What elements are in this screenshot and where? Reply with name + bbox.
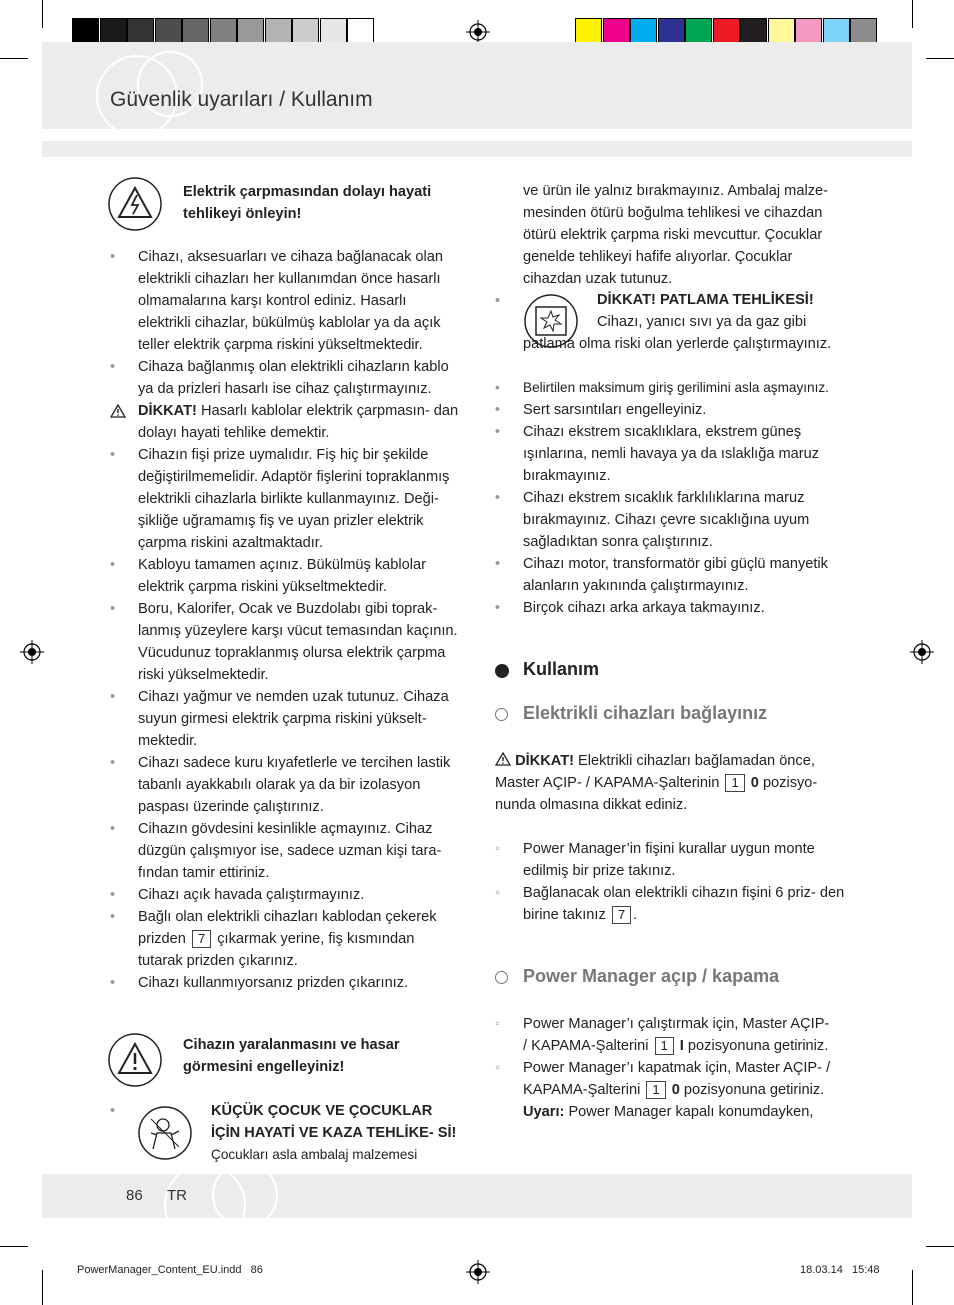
list-item: • Cihazı, aksesuarları ve cihaza bağlanacak olan elektrikli cihazları her kullanımdan önce hasarlı olmamalarına karşı kontrol ediniz. Hasarlı elektrikli cihazlar, bükülmüş kablolar ya da açık teller elektrik çarpma riskini yükseltmektedir.	[110, 246, 460, 356]
warning-title-electric: Elektrik çarpmasından dolayı hayati tehlikeyi önleyin!	[183, 184, 432, 222]
power-steps	[495, 1013, 835, 1123]
caution-triangle-icon	[495, 752, 511, 766]
registration-mark-icon	[20, 640, 44, 664]
note-text: Power Manager kapalı konumdayken,	[568, 1104, 814, 1120]
date-info: 18.03.14 15:48	[800, 1264, 880, 1276]
language-code: TR	[167, 1187, 187, 1204]
list-item: • Cihazı ekstrem sıcaklık farklılıklarına maruz bırakmayınız. Cihazı çevre sıcaklığına uyum sağladıktan sonra çalıştırınız.	[495, 487, 855, 553]
registration-mark-icon	[466, 20, 490, 44]
page-number: 86	[126, 1187, 143, 1204]
subsection-bullet-icon	[495, 971, 508, 984]
text-span: 0	[671, 1082, 680, 1098]
list-item: • Cihazı açık havada çalıştırmayınız.	[110, 884, 460, 906]
header-strip	[42, 141, 912, 157]
list-item: • Cihazı yağmur ve nemden uzak tutunuz. Cihaza suyun girmesi elektrik çarpma riskini yükselt- mektedir.	[110, 686, 460, 752]
caution-paragraph	[110, 400, 460, 444]
left-column-list	[110, 246, 460, 994]
text-span: Elektrikli cihazları bağlamadan önce, Master AÇIP- / KAPAMA-Şalterinin	[495, 753, 815, 791]
list-item	[495, 1013, 835, 1057]
text-span: Bağlanacak olan elektrikli cihazın fişini 6 priz- den birine takınız	[523, 885, 845, 923]
list-item	[495, 882, 845, 926]
text-span: Power Manager’ı çalıştırmak için, Master AÇIP- / KAPAMA-Şalterini	[523, 1016, 830, 1054]
list-item: • Cihazın gövdesini kesinlikle açmayınız. Cihaz düzgün çalışmıyor ise, sadece uzman kişi tara- fından tamir ettiriniz.	[110, 818, 460, 884]
caution-paragraph	[495, 750, 850, 816]
caution-label: DİKKAT!	[138, 403, 197, 419]
crop-mark	[912, 0, 913, 28]
decorative-circles	[150, 1150, 310, 1220]
bullet: •	[495, 293, 501, 309]
list-item: • Cihazı sadece kuru kıyafetlerle ve tercihen lastik tabanlı ayakkabılı olarak ya da bir izolasyon paspası üzerinde çalıştırınız.	[110, 752, 460, 818]
explosion-text: Cihazı, yanıcı sıvı ya da gaz gibi patlama olma riski olan yerlerde çalıştırmayınız.	[523, 314, 832, 352]
crop-mark	[0, 58, 28, 59]
reference-number-box: 1	[655, 1037, 674, 1055]
file-info: PowerManager_Content_EU.indd 86	[77, 1264, 263, 1276]
list-item: • Cihaza bağlanmış olan elektrikli cihazların kablo ya da prizleri hasarlı ise cihaz çalıştırmayınız.	[110, 356, 460, 400]
registration-mark-icon	[466, 1260, 490, 1284]
page-title: Güvenlik uyarıları / Kullanım	[110, 88, 373, 111]
list-item: • Birçok cihazı arka arkaya takmayınız.	[495, 597, 855, 619]
text-span: 0	[750, 775, 759, 791]
text-span: çıkarmak yerine, fiş kısmından tutarak prizden çıkarınız.	[138, 931, 415, 969]
subsection-heading: Power Manager açıp / kapama	[523, 966, 780, 986]
connect-steps	[495, 838, 845, 926]
text-span: I	[679, 1038, 684, 1054]
text-span: Bağlı olan elektrikli cihazları kablodan çekerek prizden	[138, 909, 437, 947]
right-continuation: ve ürün ile yalnız bırakmayınız. Ambalaj malze- mesinden ötürü boğulma tehlikesi ve cihazdan ötürü elektrik çarpma riski mevcuttur. Çocuklar genelde tehlikeyi hafife alıyorlar. Çocuklar cihazdan uzak tutunuz.	[523, 183, 828, 287]
list-item: • Cihazı kullanmıyorsanız prizden çıkarınız.	[110, 972, 460, 994]
right-column-list	[495, 377, 855, 619]
subsection-heading: Elektrikli cihazları bağlayınız	[523, 703, 768, 723]
reference-number-box: 7	[192, 930, 211, 948]
crop-mark	[926, 1246, 954, 1247]
crop-mark	[42, 1270, 43, 1305]
caution-text: Hasarlı kablolar elektrik çarpmasın- dan dolayı hayati tehlike demektir.	[138, 403, 459, 441]
list-item: • Cihazı motor, transformatör gibi güçlü manyetik alanların yakınında çalıştırmayınız.	[495, 553, 855, 597]
list-item: • Kabloyu tamamen açınız. Bükülmüş kablolar elektrik çarpma riskini yükseltmektedir.	[110, 554, 460, 598]
list-item	[110, 906, 460, 972]
electric-warning-icon	[107, 176, 163, 232]
text-span: .	[633, 907, 638, 923]
section-heading: Kullanım	[523, 659, 600, 679]
text-span: pozisyo- nunda olmasına dikkat ediniz.	[495, 775, 818, 813]
bullet: •	[110, 1103, 116, 1119]
explosion-title: DİKKAT! PATLAMA TEHLİKESİ!	[597, 292, 814, 308]
note-label: Uyarı:	[523, 1104, 565, 1120]
note-paragraph	[495, 1101, 835, 1123]
text-span: pozisyonuna getiriniz.	[687, 1038, 829, 1054]
list-item: • Cihazın fişi prize uymalıdır. Fiş hiç bir şekilde değiştirilmemelidir. Adaptör fişlerini topraklanmış elektrikli cihazlarla birlikte kullanmayınız. Deği- şikliğe uğramamış fiş ve uyan prizler elektrik çarpma riskini azaltmaktadır.	[110, 444, 460, 554]
reference-number-box: 7	[612, 906, 631, 924]
subsection-bullet-icon	[495, 708, 508, 721]
reference-number-box: 1	[725, 774, 744, 792]
text-span: Power Manager’ı kapatmak için, Master AÇIP- / KAPAMA-Şalterini	[523, 1060, 831, 1098]
warning-title-damage: Cihazın yaralanmasını ve hasar görmesini engelleyiniz!	[183, 1037, 400, 1075]
list-item	[495, 1057, 835, 1101]
caution-label: DİKKAT!	[515, 753, 574, 769]
list-item: ◦ Power Manager’in fişini kurallar uygun monte edilmiş bir prize takınız.	[495, 838, 845, 882]
text-span: pozisyonuna getiriniz.	[683, 1082, 825, 1098]
list-item: • Cihazı ekstrem sıcaklıklara, ekstrem güneş ışınlarına, nemli havaya ya da ıslaklığa maruz bırakmayınız.	[495, 421, 855, 487]
registration-mark-icon	[910, 640, 934, 664]
caution-triangle-icon	[110, 404, 126, 418]
general-warning-icon	[107, 1032, 163, 1088]
list-item: • Boru, Kalorifer, Ocak ve Buzdolabı gibi toprak- lanmış yüzeylere karşı vücut temasından kaçının. Vücudunuz topraklanmış olursa elektrik çarpma riski yükselmektedir.	[110, 598, 460, 686]
section-bullet-icon	[495, 664, 509, 678]
crop-mark	[926, 58, 954, 59]
crop-mark	[0, 1246, 28, 1247]
child-warning-title: KÜÇÜK ÇOCUK VE ÇOCUKLAR İÇİN HAYATİ VE KAZA TEHLİKE- Sİ!	[211, 1103, 457, 1141]
crop-mark	[912, 1270, 913, 1305]
child-warning-text: Çocukları asla ambalaj malzemesi	[211, 1147, 418, 1162]
crop-mark	[42, 0, 43, 28]
list-item: • Sert sarsıntıları engelleyiniz.	[495, 399, 855, 421]
list-item: • Belirtilen maksimum giriş gerilimini asla aşmayınız.	[495, 377, 855, 399]
reference-number-box: 1	[646, 1081, 665, 1099]
